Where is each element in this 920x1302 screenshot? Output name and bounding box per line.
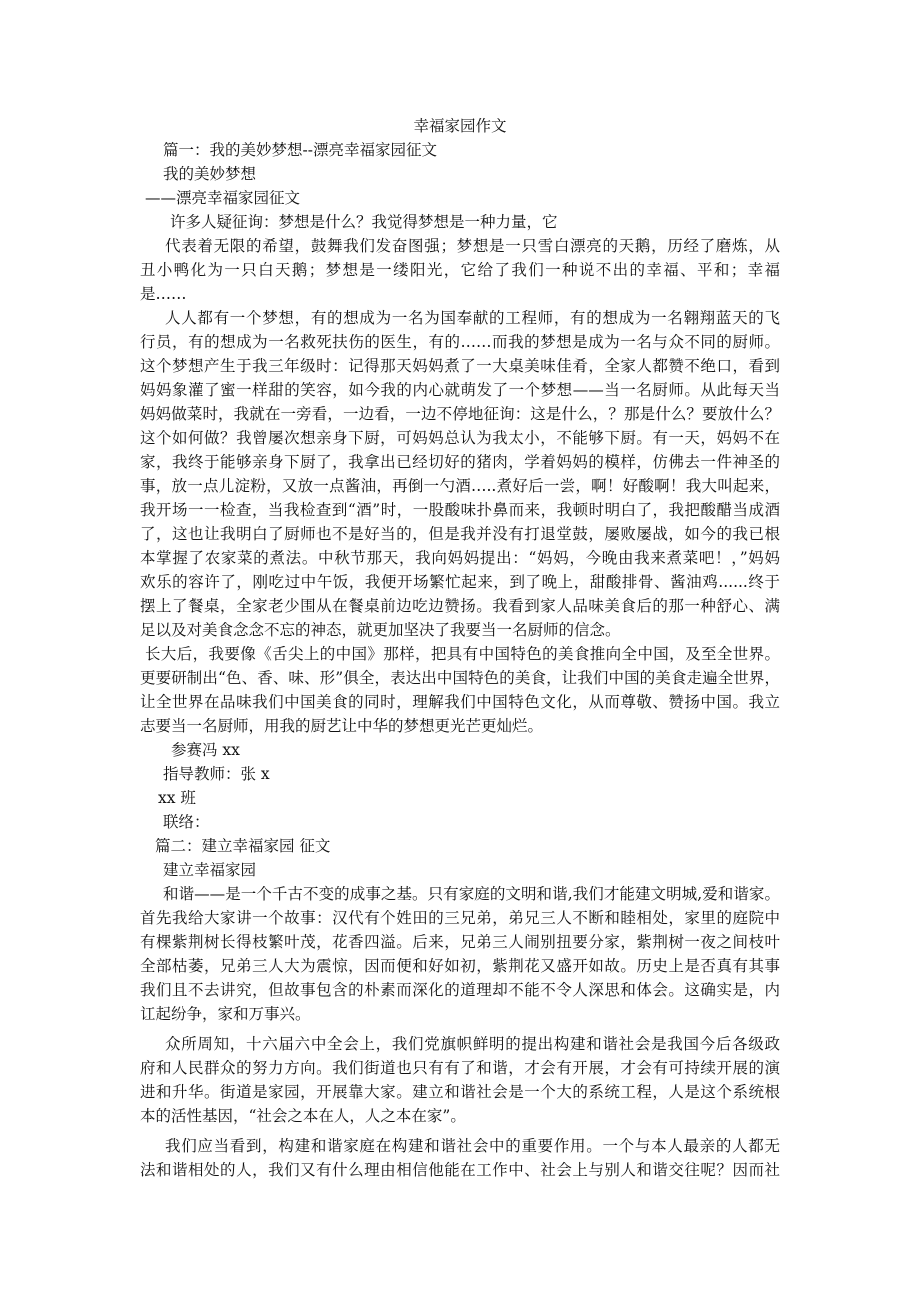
text-line: 欢乐的容许了，刚吃过中午饭，我便开场繁忙起来，到了晚上，甜酸排骨、酱油鸡......终于: [140, 573, 780, 591]
text-line: 丑小鸭化为一只白天鹅；梦想是一缕阳光，它给了我们一种说不出的幸福、平和；幸福: [140, 261, 780, 279]
text-line: 这个梦想产生于我三年级时：记得那天妈妈煮了一大桌美味佳肴，全家人都赞不绝口，看到: [140, 357, 780, 375]
text-line: 志要当一名厨师，用我的厨艺让中华的梦想更光芒更灿烂。: [140, 717, 544, 735]
text-line: 许多人疑征询：梦想是什么？我觉得梦想是一种力量，它: [170, 213, 558, 231]
text-line: 妈妈做菜时，我就在一旁看，一边看，一边不停地征询：这是什么，？那是什么？要放什么？: [140, 405, 780, 423]
text-line: 人人都有一个梦想，有的想成为一名为国奉献的工程师，有的想成为一名翱翔蓝天的飞: [165, 309, 780, 327]
text-line: 我开场一一检查，当我检查到“酒”时，一股酸味扑鼻而来，我顿时明白了，我把酸醋当成酒: [140, 501, 780, 519]
text-line: 和谐——是一个千古不变的成事之基。只有家庭的文明和谐,我们才能建文明城,爱和谐家。: [163, 885, 780, 903]
text-line: 本的活性基因，“社会之本在人，人之本在家”。: [140, 1107, 466, 1125]
text-line: 事，放一点儿淀粉，又放一点酱油，再倒一勺酒…..煮好后一尝，啊！好酸啊！我大叫起来，: [140, 477, 780, 495]
document-title: 幸福家园作文: [413, 117, 507, 135]
text-line: 本掌握了农家菜的煮法。中秋节那天，我向妈妈提出：“妈妈，今晚由我来煮菜吧！，”妈妈: [140, 549, 780, 567]
text-line: 联络：: [163, 813, 210, 831]
text-line: ——漂亮幸福家园征文: [145, 189, 301, 207]
text-line: 我们且不去讲究，但故事包含的朴素而深化的道理却不能不令人深思和体会。这确实是，内: [140, 981, 780, 999]
text-line: 众所周知，十六届六中全会上，我们党旗帜鲜明的提出构建和谐社会是我国今后各级政: [165, 1035, 780, 1053]
text-line: 法和谐相处的人，我们又有什么理由相信他能在工作中、社会上与别人和谐交往呢？因而社: [140, 1161, 780, 1179]
text-line: 进和升华。街道是家园，开展靠大家。建立和谐社会是一个大的系统工程，人是这个系统根: [140, 1083, 780, 1101]
text-line: 全部枯萎，兄弟三人大为震惊，因而便和好如初，紫荆花又盛开如故。历史上是否真有其事: [140, 957, 780, 975]
text-line: 更要研制出“色、香、味、形”俱全，表达出中国特色的美食，让我们中国的美食走遍全世界，: [140, 669, 780, 687]
text-line: 让全世界在品味我们中国美食的同时，理解我们中国特色文化，从而尊敬、赞扬中国。我立: [140, 693, 780, 711]
text-line: 摆上了餐桌，全家老少围从在餐桌前边吃边赞扬。我看到家人品味美食后的那一种舒心、满: [140, 597, 780, 615]
text-line: 首先我给大家讲一个故事：汉代有个姓田的三兄弟，弟兄三人不断和睦相处，家里的庭院中: [140, 909, 780, 927]
text-line: 代表着无限的希望，鼓舞我们发奋图强；梦想是一只雪白漂亮的天鹅，历经了磨炼，从: [165, 237, 780, 255]
text-line: 篇一：我的美妙梦想--漂亮幸福家园征文: [163, 141, 437, 159]
text-line: 指导教师：张 x: [163, 765, 270, 783]
text-line: 长大后，我要像《舌尖上的中国》那样，把具有中国特色的美食推向全中国，及至全世界。: [145, 645, 780, 663]
text-line: 行员，有的想成为一名救死扶伤的医生，有的……而我的梦想是成为一名与众不同的厨师。: [140, 333, 780, 351]
text-line: xx 班: [158, 789, 196, 807]
text-line: 足以及对美食念念不忘的神态，就更加坚决了我要当一名厨师的信念。: [140, 621, 621, 639]
text-line: 有棵紫荆树长得枝繁叶茂，花香四溢。后来，兄弟三人闹别扭要分家，紫荆树一夜之间枝叶: [140, 933, 780, 951]
text-line: 这个如何做？我曾屡次想亲身下厨，可妈妈总认为我太小，不能够下厨。有一天，妈妈不在: [140, 429, 780, 447]
text-line: 讧起纷争，家和万事兴。: [140, 1005, 311, 1023]
text-line: 了，这也让我明白了厨师也不是好当的，但是我并没有打退堂鼓，屡败屡战，如今的我已根: [140, 525, 780, 543]
text-line: 是……: [140, 285, 187, 303]
text-line: 篇二：建立幸福家园 征文: [155, 837, 331, 855]
text-line: 妈妈象灌了蜜一样甜的笑容，如今我的内心就萌发了一个梦想——当一名厨师。从此每天当: [140, 381, 780, 399]
text-line: 我的美妙梦想: [163, 165, 257, 183]
text-line: 府和人民群众的努力方向。我们街道也只有有了和谐，才会有开展，才会有可持续开展的演: [140, 1059, 780, 1077]
text-line: 家，我终于能够亲身下厨了，我拿出已经切好的猪肉，学着妈妈的模样，仿佛去一件神圣的: [140, 453, 780, 471]
text-line: 参赛冯 xx: [171, 741, 240, 759]
text-line: 建立幸福家园: [163, 861, 257, 879]
text-line: 我们应当看到，构建和谐家庭在构建和谐社会中的重要作用。一个与本人最亲的人都无: [165, 1137, 780, 1155]
